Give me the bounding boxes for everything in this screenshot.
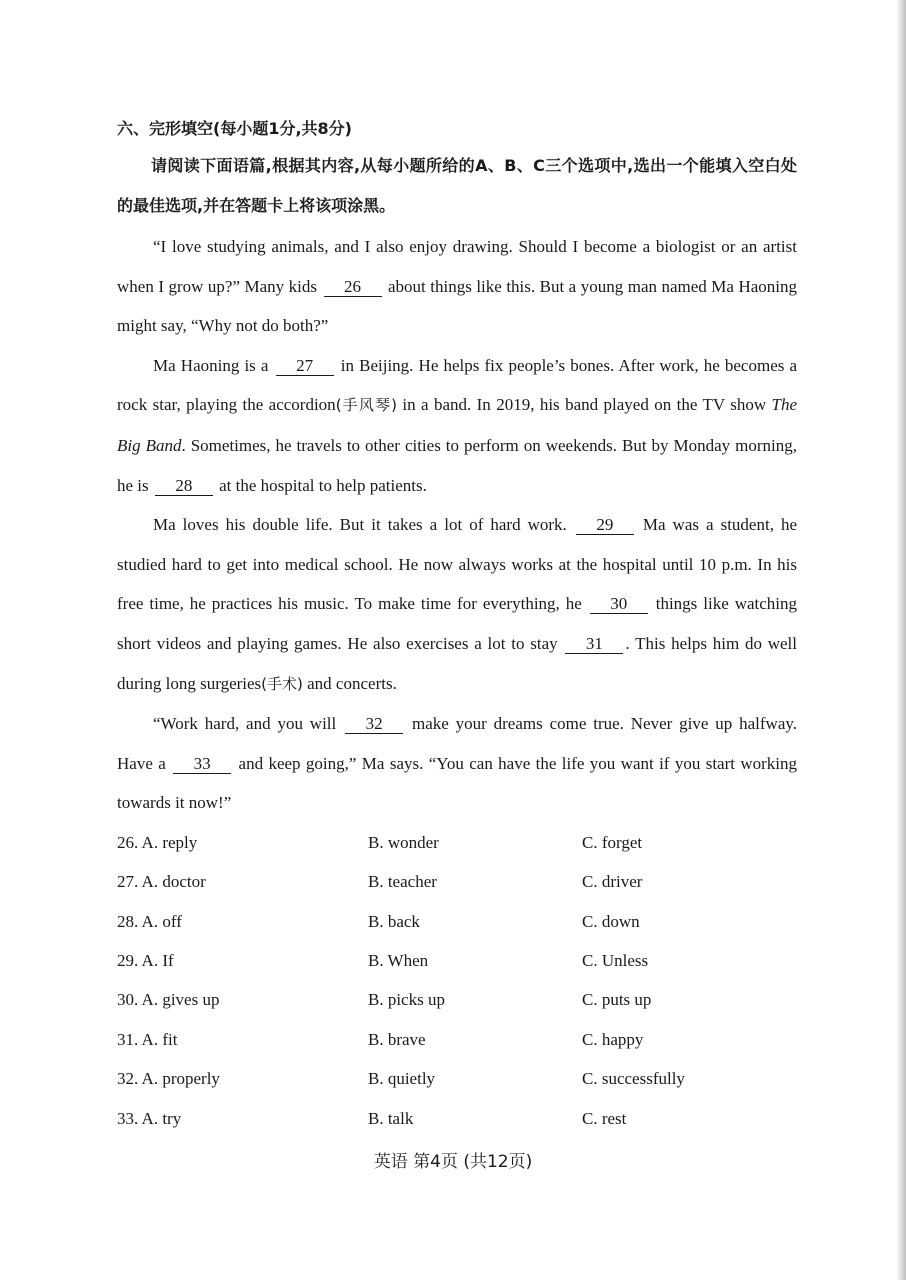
option-a: 33. A. try [117,1108,182,1128]
question-row [117,823,797,862]
chinese-gloss: (手风琴) [335,396,397,415]
answer-options [117,823,797,1138]
option-b: B. wonder [368,832,439,852]
passage-text: “I love studying animals, and I also enjoy drawing. Should I become a biologist or an artist when I grow up?” Many kids [117,237,797,296]
option-b: B. quietly [368,1069,436,1089]
option-c: C. Unless [582,951,649,971]
option-a: 26. A. reply [117,832,198,852]
blank-27: 27 [276,356,334,376]
chinese-gloss: (手术) [261,674,303,693]
option-c: C. forget [582,832,643,852]
option-c: C. successfully [582,1069,685,1089]
blank-33: 33 [173,754,231,774]
option-a: 27. A. doctor [117,872,206,892]
passage-text: . Sometimes, he travels to other cities to perform on weekends. But by Monday morning, he is [117,435,797,495]
option-c: C. happy [582,1029,644,1049]
page-edge-shadow [896,0,906,1280]
passage-paragraph-4 [117,704,797,823]
blank-29: 29 [576,515,634,535]
option-c: C. rest [582,1108,627,1128]
exam-page [117,112,797,1138]
passage-text: things like watching short videos and playing games. He also exercises a lot to stay [117,594,798,653]
passage-paragraph-3 [117,505,797,704]
option-a: 30. A. gives up [117,990,220,1010]
question-row [117,941,797,980]
question-row [117,902,797,941]
option-a: 32. A. properly [117,1069,220,1089]
section-instruction: 请阅读下面语篇,根据其内容,从每小题所给的A、B、C三个选项中,选出一个能填入空白处的最佳选项,并在答题卡上将该项涂黑。 [117,156,797,215]
question-row [117,1059,797,1098]
passage-text: at the hospital to help patients. [219,475,427,495]
passage-text: “Work hard, and you will [153,714,337,734]
option-b: B. back [368,911,420,931]
option-c: C. down [582,911,640,931]
option-b: B. brave [368,1029,426,1049]
option-a: 28. A. off [117,911,182,931]
option-a: 31. A. fit [117,1029,178,1049]
blank-30: 30 [590,594,648,614]
blank-32: 32 [345,714,403,734]
question-row [117,1099,797,1138]
passage-text: Ma loves his double life. But it takes a lot of hard work. [153,515,567,535]
option-c: C. puts up [582,990,652,1010]
passage-text: and concerts. [307,673,397,693]
section-title: 六、完形填空(每小题1分,共8分) [117,119,352,138]
passage-text: in a band. In 2019, his band played on the TV show [402,395,767,415]
passage-text: . This helps him do well during long surgeries [117,633,797,693]
option-b: B. teacher [368,872,437,892]
option-b: B. picks up [368,990,445,1010]
blank-26: 26 [324,277,382,297]
page-footer: 英语 第4页 (共12页) [373,1152,533,1172]
show-title: The Big Band [117,395,798,455]
passage-text: Ma was a student, he studied hard to get into medical school. He now always works at the hospital until 10 p.m. In his free time, he practices his music. To make time for everything, he [117,515,798,614]
passage-paragraph-1 [117,227,797,346]
blank-28: 28 [155,476,213,496]
passage-text: make your dreams come true. Never give up halfway. Have a [117,714,798,773]
option-a: 29. A. If [117,951,174,971]
option-b: B. When [368,951,429,971]
question-row [117,980,797,1019]
option-c: C. driver [582,872,643,892]
blank-31: 31 [565,634,623,654]
passage-paragraph-2 [117,346,797,505]
passage-text: about things like this. But a young man named Ma Haoning might say, “Why not do both?” [117,276,798,336]
passage-text: and keep going,” Ma says. “You can have the life you want if you start working towards it now!” [117,753,798,813]
passage-text: Ma Haoning is a [153,355,269,375]
option-b: B. talk [368,1108,414,1128]
question-row [117,862,797,901]
passage-text: in Beijing. He helps fix people’s bones. After work, he becomes a rock star, playing the accordion [117,355,798,415]
question-row [117,1020,797,1059]
